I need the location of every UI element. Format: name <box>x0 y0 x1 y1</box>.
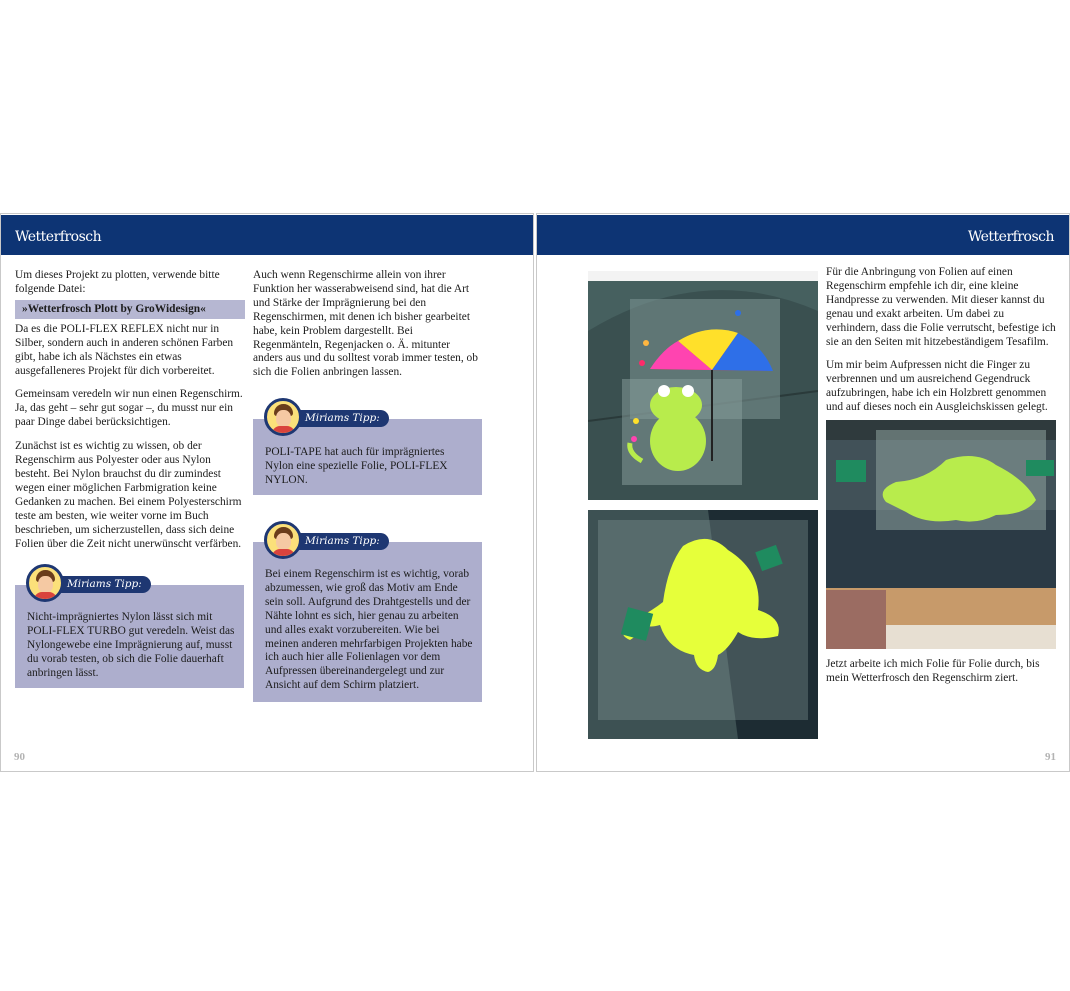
page-number-left: 90 <box>14 751 25 763</box>
tip-text: Nicht-imprägniertes Nylon lässt sich mit POLI-FLEX TURBO gut veredeln. Weist das Nylongewebe eine Imprägnierung auf, musst du vorab testen, ob sich die Folie dauerhaft anbringen lässt. <box>27 611 235 679</box>
right-column-text <box>826 266 1058 425</box>
right-page <box>536 213 1070 772</box>
tip-text: POLI-TAPE hat auch für imprägniertes Nylon eine spezielle Folie, POLI-FLEX NYLON. <box>265 446 448 486</box>
right-header-title: Wetterfrosch <box>967 229 1054 245</box>
tip-label: Miriams Tipp: <box>51 576 151 593</box>
paragraph-7: Jetzt arbeite ich mich Folie für Folie durch, bis mein Wetterfrosch den Regenschirm ziert. <box>826 658 1040 684</box>
paragraph-4: Auch wenn Regenschirme allein von ihrer Funktion her wasserabweisend sind, hat die Art und Stärke der Imprägnierung bei den Regenschirmen, mit denen ich bisher gearbeitet habe, kein Problem dargestellt. Bei Regenmänteln, Regenjacken o. Ä. mitunter anders aus und du solltest vorab immer testen, ob sich die Folien anbringen lassen. <box>253 269 478 379</box>
file-name-box: »Wetterfrosch Plott by GroWidesign« <box>15 300 245 319</box>
photo-pressing-folie <box>826 420 1056 649</box>
tip-label: Miriams Tipp: <box>289 533 389 550</box>
left-column-2 <box>253 269 480 390</box>
paragraph-5: Für die Anbringung von Folien auf einen Regenschirm empfehle ich dir, eine kleine Handpresse zu verwenden. Mit dieser kannst du genau und exakt arbeiten. Um dabei zu verhindern, dass die Folie verrutscht, befestige ich sie an den Seiten mit hitzebeständigem Tesafilm. <box>826 266 1056 348</box>
tip-box-3 <box>253 535 482 702</box>
tip-text: Bei einem Regenschirm ist es wichtig, vorab abzumessen, wie groß das Motiv am Ende sein soll. Aufgrund des Drahtgestells und der Nähte lohnt es sich, hier genau zu arbeiten und alles exakt vorzubereiten. Wie bei meinen anderen mehrfarbigen Projekten habe ich auch hier alle Folienlagen vor dem Aufpressen übereinandergelegt und zur Ansicht auf dem Schirm platziert. <box>265 568 473 692</box>
right-header-bar <box>537 215 1069 255</box>
left-header-bar <box>1 215 533 255</box>
right-column-bottom-text <box>826 658 1058 696</box>
photo-frog-umbrella-layout <box>588 271 818 500</box>
page-number-right: 91 <box>1045 751 1056 763</box>
paragraph-2: Gemeinsam veredeln wir nun einen Regenschirm. Ja, das geht – sehr gut sogar –, du musst nur ein paar Dinge dabei berücksichtigen. <box>15 388 243 429</box>
intro-text: Um dieses Projekt zu plotten, verwende bitte folgende Datei: <box>15 269 220 295</box>
photo-frog-outline-umbrella-image <box>588 510 818 739</box>
photo-pressing-folie-image <box>826 420 1056 649</box>
miriam-avatar-icon <box>264 398 302 436</box>
tip-box-1 <box>15 578 244 688</box>
tip-box-2 <box>253 412 482 495</box>
photo-frog-umbrella-layout-image <box>588 271 818 500</box>
left-column-1 <box>15 269 245 561</box>
tip-label: Miriams Tipp: <box>289 410 389 427</box>
miriam-avatar-icon <box>264 521 302 559</box>
paragraph-1: Da es die POLI-FLEX REFLEX nicht nur in Silber, sondern auch in anderen schönen Farben gibt, habe ich als Nächstes ein etwas ausgefalleneres Projekt für dich vorbereitet. <box>15 322 234 377</box>
left-page <box>0 213 534 772</box>
paragraph-3: Zunächst ist es wichtig zu wissen, ob der Regenschirm aus Polyester oder aus Nylon besteht. Bei Nylon brauchst du dir zumindest wegen einer möglichen Farbmigration keine Gedanken zu machen. Bei einem Polyesterschirm teste am besten, wie weiter vorne im Buch beschrieben, um sicherzustellen, dass sich deine Folien über die Zeit nicht unerwünscht verfärben. <box>15 440 242 550</box>
photo-frog-outline-umbrella <box>588 510 818 739</box>
paragraph-6: Um mir beim Aufpressen nicht die Finger zu verbrennen und um ausreichend Gegendruck aufzubringen, habe ich ein Holzbrett genommen und auf dieses noch ein Ausgleichskissen gelegt. <box>826 359 1048 414</box>
miriam-avatar-icon <box>26 564 64 602</box>
left-header-title: Wetterfrosch <box>15 229 102 245</box>
